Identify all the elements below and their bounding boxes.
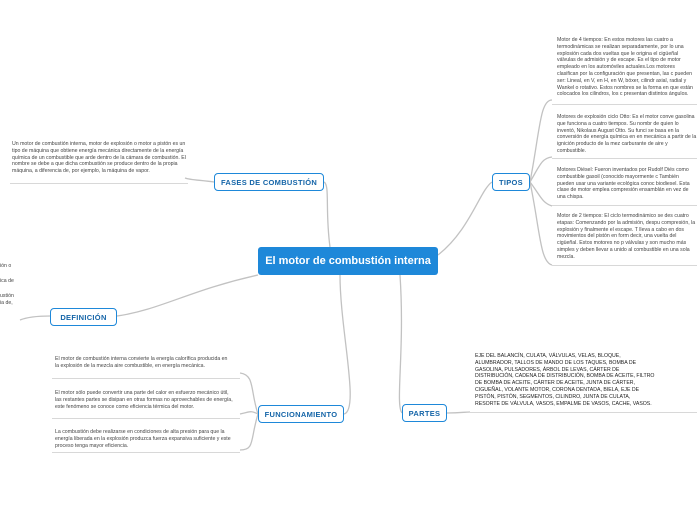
branch-tipos[interactable]: TIPOS — [492, 173, 530, 191]
note-underline — [52, 452, 240, 453]
note-definicion-fragment-1: ión o — [0, 263, 12, 269]
note-definicion-fragment-3: ustión — [0, 293, 14, 299]
note-tipos-4-tiempos: Motor de 4 tiempos: En estos motores las cuatro a termodinámicas se realizan separadamente, por lo una explosión cada dos vueltas que le origina el cigüeñal válvulas de admisión y de escape. Es el tipo de motor empleado en los automóviles actuales.Los motores clasifican por la configuración que presentan, las c pueden ser: Lineal, en V, en H, en W, bóxer, cilindr axial, radial y Wankel o rotativo. Estos nombres se la forma en que están colocados los cilindros, los c presentan distintos ángulos. — [557, 37, 693, 98]
branch-partes[interactable]: PARTES — [402, 404, 447, 422]
note-underline — [470, 412, 697, 413]
note-tipos-diesel: Motores Diésel: Fueron inventados por Rudolf Diés como combustible gasoil (conocido mayormente c También pueden usar una variante ecológica conoc biodiesel. Esta clase de motor emplea compresión ensamblán en vez de una chispa. — [557, 167, 690, 201]
note-underline — [10, 183, 188, 184]
central-topic[interactable]: El motor de combustión interna — [258, 247, 438, 275]
note-tipos-2-tiempos: Motor de 2 tiempos: El ciclo termodinámico se des cuatro etapas: Comenzando por la admisión, despu compresión, la explosión y finalmente el escape. T lleva a cabo en dos movimientos del pistón en form decir, una vuelta del cigüeñal. Estos motores no p válvulas y son mucho más simples y deben llevar a unido al combustible en una sola mezcla. — [557, 213, 696, 260]
note-underline — [552, 104, 697, 105]
note-underline — [552, 265, 697, 266]
note-partes: EJE DEL BALANCÍN, CULATA, VÁLVULAS, VELAS, BLOQUE, ALUMBRADOR, TALLOS DE MANDO DE LOS TAQUES, BOMBA DE GASOLINA, PULSADORES, ÁRBOL DE LEVAS, CÁRTER DE DISTRIBUCIÓN, CADENA DE DISTRIBUCIÓN, BOMBA DE ACEITE, FILTRO DE BOMBA DE ACEITE, CÁRTER DE ACEITE, JUNTA DE CÁRTER, CIGUEÑAL, VOLANTE MOTOR, CORONA DENTADA, BIELA, EJE DE PISTÓN, PISTÓN, SEGMENTOS, CILINDRO, JUNTA DE CULATA, RESORTE DE VÁLVULA, VASOS, EMPALME DE VASOS, CACHE, VASOS. — [475, 353, 655, 407]
note-funcionamiento-3: La combustión debe realizarse en condiciones de alta presión para que la energía liberada en la explosión produzca fuerza expansiva suficiente y este proceso tenga mayor eficiencia. — [55, 429, 231, 449]
note-definicion-fragment-4: ia de, — [0, 300, 13, 306]
branch-funcionamiento[interactable]: FUNCIONAMIENTO — [258, 405, 344, 423]
branch-fases-de-combustion[interactable]: FASES DE COMBUSTIÓN — [214, 173, 324, 191]
note-underline — [552, 205, 697, 206]
note-underline — [52, 418, 240, 419]
branch-definicion[interactable]: DEFINICIÓN — [50, 308, 117, 326]
note-funcionamiento-1: El motor de combustión interna convierte la energía calorífica producida en la explosión de la mezcla aire combustible, en energía mecánica. — [55, 356, 228, 369]
note-definicion-fragment-2: ica de — [0, 278, 14, 284]
note-underline — [52, 378, 240, 379]
note-tipos-ciclo-otto: Motores de explosión ciclo Otto: Es el motor conve gasolina que funciona a cuatro tiempos. Su nombr de quien lo inventó, Nikolaus August Otto. Su funci se basa en la conversión de energía química en en mecánica a partir de la ignición producto de la mez carburante de aire y combustible. — [557, 114, 697, 154]
note-underline — [552, 158, 697, 159]
note-fases-de-combustion: Un motor de combustión interna, motor de explosión o motor a pistón es un tipo de máquina que obtiene energía mecánica directamente de la energía química de un combustible que arde dentro de la cámara de combustión. El nombre se debe a que dicha combustión se produce dentro de la propia máquina, a diferencia de, por ejemplo, la máquina de vapor. — [12, 141, 186, 175]
note-funcionamiento-2: El motor sólo puede convertir una parte del calor en esfuerzo mecánico útil, las restantes partes se disipan en otras formas no aprovechables de energía, este fenómeno se conoce como eficiencia térmica del motor. — [55, 390, 233, 410]
